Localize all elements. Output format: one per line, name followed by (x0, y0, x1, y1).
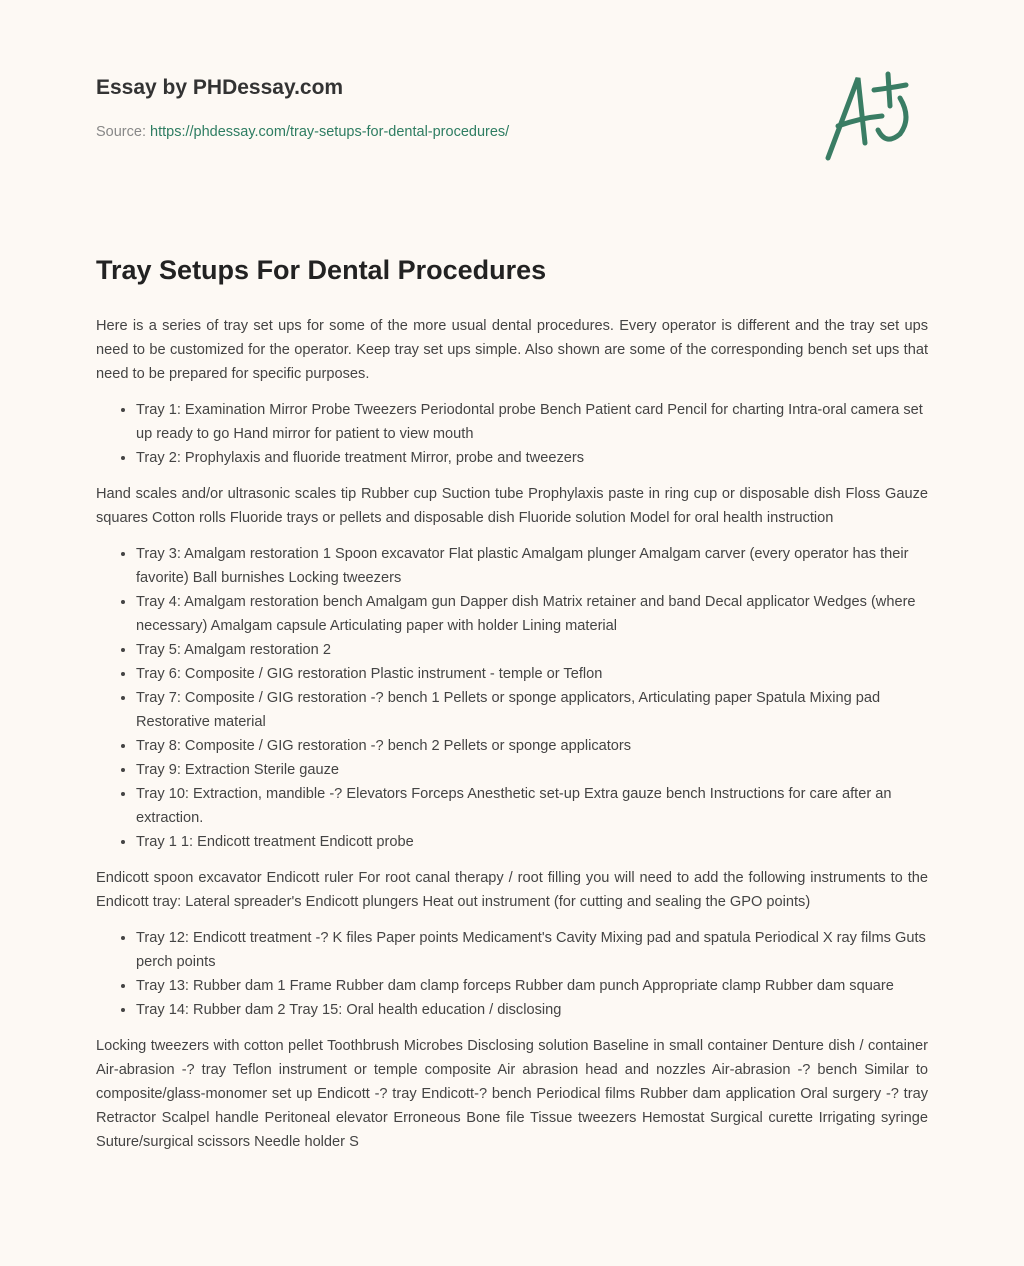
source-link[interactable]: https://phdessay.com/tray-setups-for-dental-procedures/ (150, 124, 510, 140)
source-label: Source: (96, 124, 146, 140)
brand-title: Essay by PHDessay.com (96, 76, 344, 99)
tray-list (96, 926, 928, 1022)
source-line (96, 124, 509, 140)
list-item: • Tray 9: Extraction Sterile gauze (136, 758, 928, 782)
page-title: Tray Setups For Dental Procedures (96, 255, 547, 285)
list-item: • Tray 14: Rubber dam 2 Tray 15: Oral health education / disclosing (136, 998, 928, 1022)
a-plus-logo-icon (820, 68, 930, 168)
list-item: • Tray 6: Composite / GIG restoration Plastic instrument - temple or Teflon (136, 662, 928, 686)
list-item: • Tray 12: Endicott treatment -? K files Paper points Medicament's Cavity Mixing pad and spatula Periodical X ray films Guts perch points (136, 926, 928, 974)
list-item: • Tray 3: Amalgam restoration 1 Spoon excavator Flat plastic Amalgam plunger Amalgam carver (every operator has their favorite) Ball burnishes Locking tweezers (136, 542, 928, 590)
tray-list (96, 542, 928, 854)
paragraph: Endicott spoon excavator Endicott ruler For root canal therapy / root filling you will need to add the following instruments to the Endicott tray: Lateral spreader's Endicott plungers Heat out instrument (for cutting and sealing the GPO points) (96, 870, 928, 910)
paragraph: Locking tweezers with cotton pellet Toothbrush Microbes Disclosing solution Baseline in small container Denture dish / container Air-abrasion -? tray Teflon instrument or temple composite Air abrasion head and nozzles Air-abrasion -? bench Similar to composite/glass-monomer set up Endicott -? tray Endicott-? bench Periodical films Rubber dam application Oral surgery -? tray Retractor Scalpel handle Peritoneal elevator Erroneous Bone file Tissue tweezers Hemostat Surgical curette Irrigating syringe Suture/surgical scissors Needle holder S (96, 1038, 928, 1150)
list-item: • Tray 10: Extraction, mandible -? Elevators Forceps Anesthetic set-up Extra gauze bench Instructions for care after an extraction. (136, 782, 928, 830)
list-item: • Tray 7: Composite / GIG restoration -? bench 1 Pellets or sponge applicators, Articulating paper Spatula Mixing pad Restorative material (136, 686, 928, 734)
essay-body (96, 314, 928, 1166)
list-item: • Tray 1: Examination Mirror Probe Tweezers Periodontal probe Bench Patient card Pencil for charting Intra-oral camera set up ready to go Hand mirror for patient to view mouth (136, 398, 928, 446)
list-item: • Tray 13: Rubber dam 1 Frame Rubber dam clamp forceps Rubber dam punch Appropriate clamp Rubber dam square (136, 974, 928, 998)
paragraph: Hand scales and/or ultrasonic scales tip Rubber cup Suction tube Prophylaxis paste in ring cup or disposable dish Floss Gauze squares Cotton rolls Fluoride trays or pellets and disposable dish Fluoride solution Model for oral health instruction (96, 486, 928, 526)
list-item: • Tray 1 1: Endicott treatment Endicott probe (136, 830, 928, 854)
list-item: • Tray 2: Prophylaxis and fluoride treatment Mirror, probe and tweezers (136, 446, 928, 470)
tray-list (96, 398, 928, 470)
list-item: • Tray 5: Amalgam restoration 2 (136, 638, 928, 662)
list-item: • Tray 8: Composite / GIG restoration -? bench 2 Pellets or sponge applicators (136, 734, 928, 758)
paragraph: Here is a series of tray set ups for some of the more usual dental procedures. Every operator is different and the tray set ups need to be customized for the operator. Keep tray set ups simple. Also shown are some of the corresponding bench set ups that need to be prepared for specific purposes. (96, 318, 928, 382)
list-item: • Tray 4: Amalgam restoration bench Amalgam gun Dapper dish Matrix retainer and band Decal applicator Wedges (where necessary) Amalgam capsule Articulating paper with holder Lining material (136, 590, 928, 638)
